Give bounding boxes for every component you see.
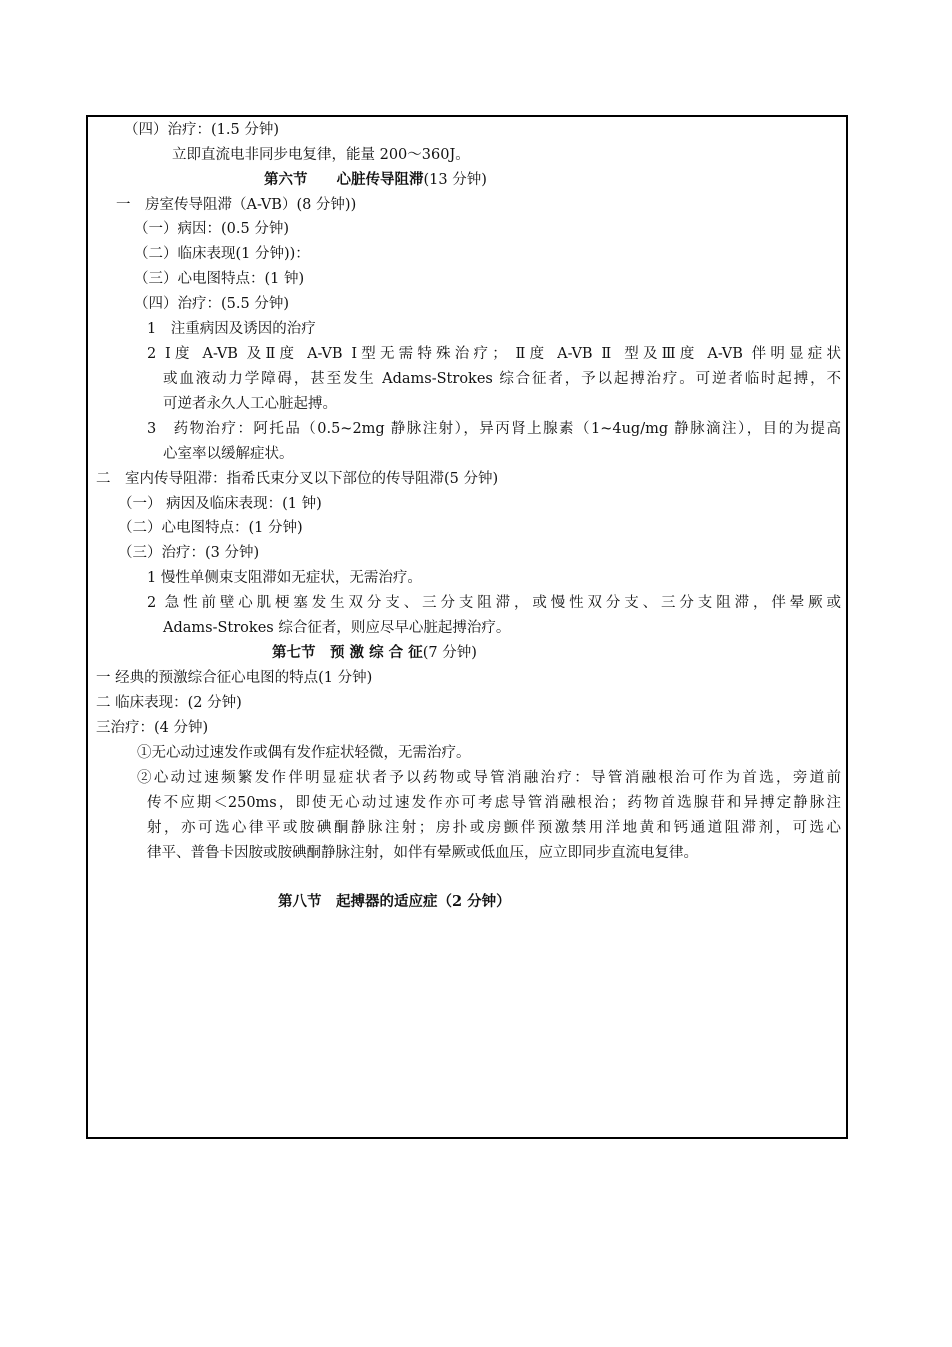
cardioversion-text: 立即直流电非同步电复律，能量 200～360J。 — [172, 147, 470, 163]
section-7-title — [272, 643, 477, 663]
ivb-treatment-2: 2 急性前壁心肌梗塞发生双分支、三分支阻滞，或慢性双分支、三分支阻滞，伴晕厥或 — [147, 595, 841, 611]
section-6-title-main: 第六节 心脏传导阻滞 — [264, 171, 424, 188]
avb-treatment-3: 3 药物治疗：阿托品（0.5~2mg 静脉注射），异丙肾上腺素（1~4ug/mg 静脉滴注），目的为提高 — [147, 421, 841, 437]
ivb-treatment-1: 1 慢性单侧束支阻滞如无症状，无需治疗。 — [147, 570, 422, 586]
avb-treatment-2-cont: 或血液动力学障碍，甚至发生 Adams-Strokes 综合征者，予以起搏治疗。可逆者临时起搏，不 — [163, 371, 841, 387]
wpw-treatment-2-cont-1: 传不应期＜250ms，即使无心动过速发作亦可考虑导管消融根治；药物首选腺苷和异搏定静脉注 — [147, 795, 841, 811]
avb-treatment-2: 2 Ⅰ度 A-VB 及Ⅱ度 A-VB Ⅰ型无需特殊治疗； Ⅱ度 A-VB Ⅱ 型及Ⅲ度 A-VB 伴明显症状 — [147, 346, 841, 362]
avb-heading: 一 房室传导阻滞（A-VB）(8 分钟)) — [116, 197, 357, 213]
avb-clinical: （二）临床表现(1 分钟))： — [134, 246, 310, 262]
wpw-ecg: 一 经典的预激综合征心电图的特点(1 分钟) — [96, 670, 373, 686]
section-7-title-main: 第七节 预 激 综 合 征 — [272, 644, 423, 661]
wpw-treatment-2-cont-2: 射，亦可选心律平或胺碘酮静脉注射；房扑或房颤伴预激禁用洋地黄和钙通道阻滞剂，可选心 — [147, 820, 841, 836]
section-7-title-time: (7 分钟) — [422, 645, 477, 661]
ivb-heading: 二 室内传导阻滞：指希氏束分叉以下部位的传导阻滞(5 分钟) — [96, 471, 499, 487]
section-8-title: 第八节 起搏器的适应症（2 分钟） — [278, 893, 511, 910]
avb-ecg: （三）心电图特点：(1 钟) — [134, 271, 305, 287]
section-6-title — [264, 170, 487, 190]
ivb-treatment: （三）治疗：(3 分钟) — [118, 545, 260, 561]
ivb-treatment-2-end: Adams-Strokes 综合征者，则应尽早心脏起搏治疗。 — [163, 620, 511, 636]
avb-treatment: （四）治疗：(5.5 分钟) — [134, 296, 289, 312]
wpw-treatment-1: ①无心动过速发作或偶有发作症状轻微，无需治疗。 — [137, 745, 471, 761]
ivb-cause: （一） 病因及临床表现：(1 钟) — [118, 496, 322, 512]
wpw-treatment-2-end: 律平、普鲁卡因胺或胺碘酮静脉注射，如伴有晕厥或低血压，应立即同步直流电复律。 — [147, 845, 698, 861]
wpw-treatment: 三治疗：(4 分钟) — [96, 720, 209, 736]
wpw-treatment-2: ②心动过速频繁发作伴明显症状者予以药物或导管消融治疗：导管消融根治可作为首选，旁道前 — [137, 770, 841, 786]
avb-treatment-2-end: 可逆者永久人工心脏起搏。 — [163, 396, 337, 412]
avb-treatment-1: 1 注重病因及诱因的治疗 — [147, 321, 316, 337]
treatment-heading-4: （四）治疗：(1.5 分钟) — [124, 122, 279, 138]
avb-treatment-3-end: 心室率以缓解症状。 — [163, 446, 294, 462]
wpw-clinical: 二 临床表现：(2 分钟) — [96, 695, 242, 711]
avb-cause: （一）病因：(0.5 分钟) — [134, 221, 289, 237]
ivb-ecg: （二）心电图特点：(1 分钟) — [118, 520, 303, 536]
section-6-title-time: (13 分钟) — [423, 172, 487, 188]
